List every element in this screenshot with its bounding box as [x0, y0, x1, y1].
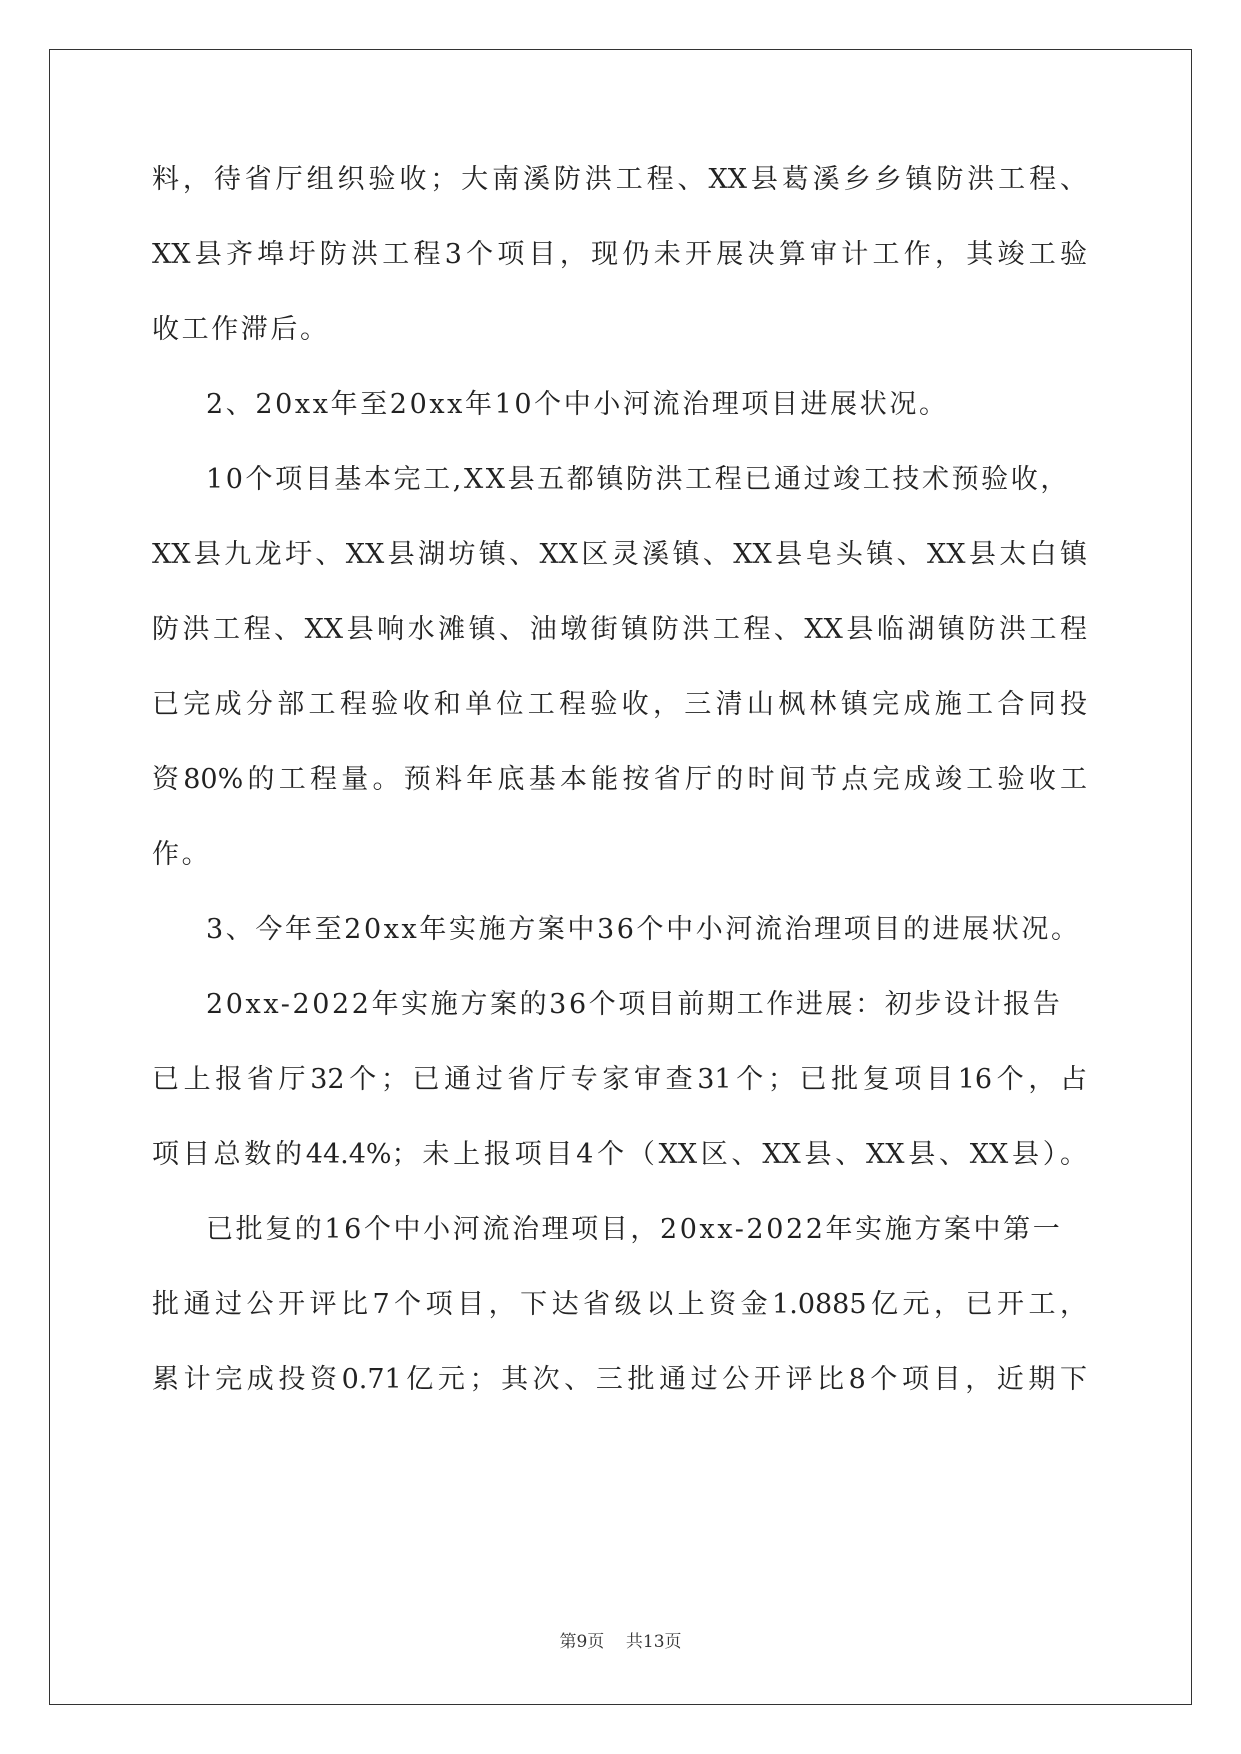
paragraph-line: 防洪工程、XX县响水滩镇、油墩街镇防洪工程、XX县临湖镇防洪工程	[152, 614, 1087, 645]
paragraph-line: 已批复的16个中小河流治理项目，20xx-2022年实施方案中第一	[206, 1214, 1063, 1245]
paragraph-line: 收工作滞后。	[152, 314, 330, 345]
paragraph-line: XX县齐埠圩防洪工程3个项目，现仍未开展决算审计工作，其竣工验	[152, 239, 1087, 270]
paragraph-line: 3、今年至20xx年实施方案中36个中小河流治理项目的进展状况。	[206, 914, 1081, 945]
paragraph-line: 10个项目基本完工,XX县五都镇防洪工程已通过竣工技术预验收，	[206, 464, 1070, 495]
paragraph-line: 20xx-2022年实施方案的36个项目前期工作进展：初步设计报告	[206, 989, 1063, 1020]
paragraph-line: 料，待省厅组织验收；大南溪防洪工程、XX县葛溪乡乡镇防洪工程、	[152, 164, 1087, 195]
paragraph-line: 批通过公开评比7个项目，下达省级以上资金1.0885亿元，已开工，	[152, 1289, 1087, 1320]
paragraph-line: 项目总数的44.4%；未上报项目4个（XX区、XX县、XX县、XX县）。	[152, 1139, 1087, 1170]
page-footer	[0, 1630, 1241, 1654]
page-total: 共13页	[625, 1632, 682, 1652]
paragraph-line: 累计完成投资0.71亿元；其次、三批通过公开评比8个项目，近期下	[152, 1364, 1087, 1395]
paragraph-line: 作。	[152, 839, 212, 870]
paragraph-line: 资80%的工程量。预料年底基本能按省厅的时间节点完成竣工验收工	[152, 764, 1087, 795]
paragraph-line: XX县九龙圩、XX县湖坊镇、XX区灵溪镇、XX县皂头镇、XX县太白镇	[152, 539, 1087, 570]
page-border	[49, 49, 1192, 1705]
page-number: 第9页	[559, 1632, 605, 1652]
paragraph-line: 2、20xx年至20xx年10个中小河流治理项目进展状况。	[206, 389, 949, 420]
paragraph-line: 已上报省厅32个；已通过省厅专家审查31个；已批复项目16个，占	[152, 1064, 1087, 1095]
paragraph-line: 已完成分部工程验收和单位工程验收，三清山枫林镇完成施工合同投	[152, 689, 1087, 720]
